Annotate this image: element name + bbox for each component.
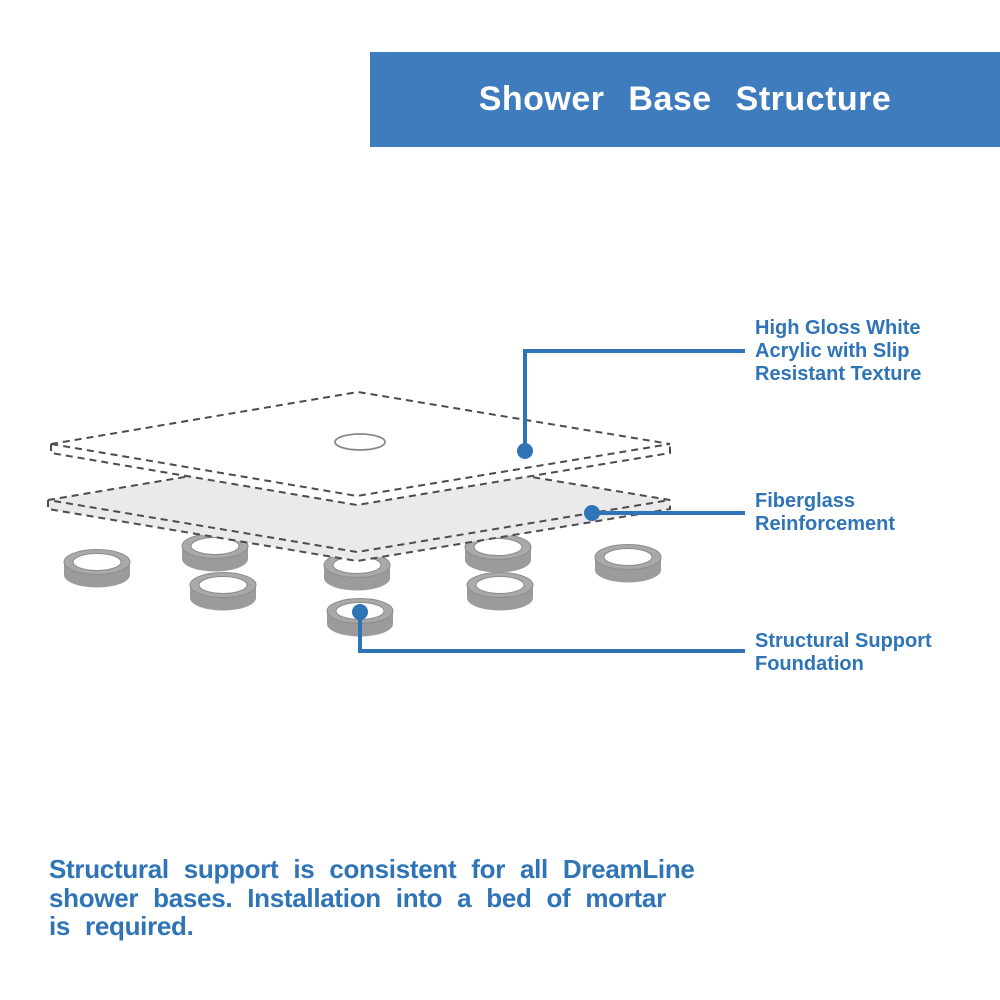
label-acrylic [755,317,921,386]
footer-line: Structural support is consistent for all DreamLine [49,854,695,884]
label-line: Resistant Texture [755,363,922,385]
leader-dot [584,505,600,521]
drain-hole [335,434,385,450]
leader-foundation [352,604,745,651]
label-line: Fiberglass [755,490,856,512]
support-ring [595,545,661,583]
label-line: Structural Support [755,630,932,652]
footer-line: is required. [49,911,194,941]
footer-line: shower bases. Installation into a bed of mortar [49,882,666,913]
support-ring [64,550,130,588]
support-ring [190,573,256,611]
label-line: Acrylic with Slip [755,340,910,362]
label-line: Foundation [755,653,864,675]
footer-note [49,855,695,941]
label-line: Reinforcement [755,513,896,535]
page-title: Shower Base Structure [478,80,892,118]
label-line: High Gloss White [755,317,921,339]
leader-dot [517,443,533,459]
leader-dot [352,604,368,620]
support-ring [467,573,533,611]
label-fiberglass [755,490,895,536]
label-foundation [755,630,932,676]
